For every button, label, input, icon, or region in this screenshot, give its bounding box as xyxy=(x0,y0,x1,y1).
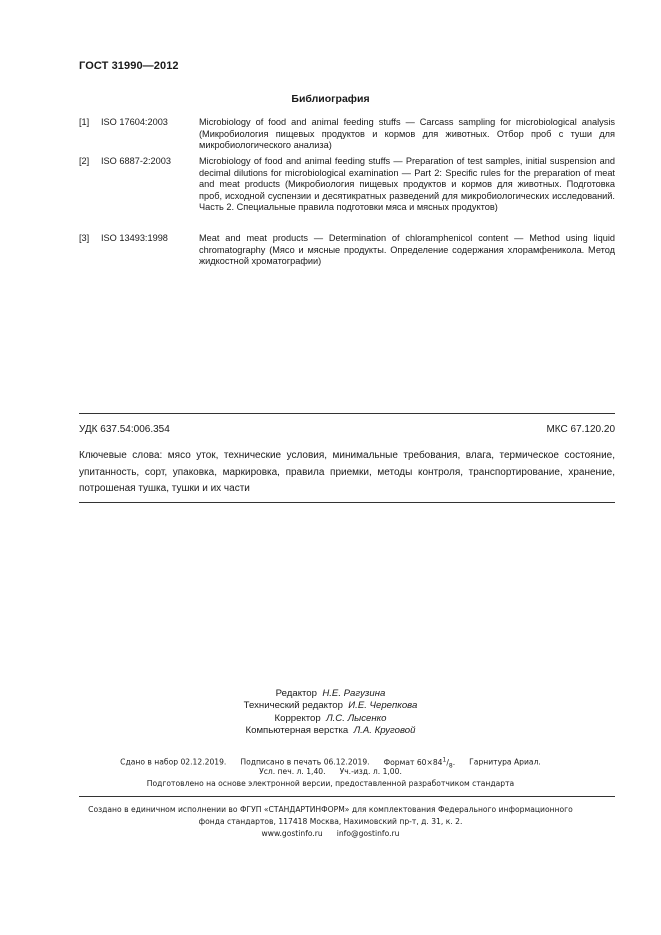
imprint-created-2: фонда стандартов, 117418 Москва, Нахимовский пр-т, д. 31, к. 2. xyxy=(198,817,463,826)
entry-number: [2] xyxy=(79,156,90,166)
imprint-sheets-line xyxy=(0,766,661,777)
bibliography-entry-3 xyxy=(79,233,615,268)
imprint-prepared: Подготовлено на основе электронной версии, предоставленной разработчиком стандарта xyxy=(146,779,515,788)
staff-role: Технический редактор xyxy=(243,700,343,712)
format-suffix: . xyxy=(452,757,456,767)
imprint-created-1: Создано в единичном исполнении во ФГУП «СТАНДАРТИНФОРМ» для комплектования Федерального информационного xyxy=(88,805,573,814)
udc-code: УДК 637.54:006.354 xyxy=(79,424,170,435)
bibliography-entry-2 xyxy=(79,156,615,214)
staff-name: Л.А. Круговой xyxy=(353,725,416,737)
staff-editor xyxy=(0,688,661,700)
format-sup: 1 xyxy=(442,756,447,763)
staff-name: Н.Е. Рагузина xyxy=(322,688,386,699)
bibliography-entry-1 xyxy=(79,117,615,152)
staff-name: И.Е. Черепкова xyxy=(348,700,418,712)
format-prefix: Формат 60×84 xyxy=(383,757,443,767)
entry-code: ISO 13493:1998 xyxy=(101,233,168,243)
staff-layout xyxy=(0,725,661,737)
entry-text: Microbiology of food and animal feeding stuffs — Preparation of test samples, initial suspension and decimal dilutions for microbiological examination — Part 2: Specific rules for the preparation of meat and meat products (Микробиология пищевых продуктов и кормов для животных. Подготовка проб, исходной суспензии и десятикратных разведений для микробиологических исследований. Часть 2. Специальные правила подготовки мяса и мясных продуктов) xyxy=(199,156,615,213)
website-link[interactable]: www.gostinfo.ru xyxy=(261,829,323,838)
staff-corrector xyxy=(0,713,661,725)
imprint-contacts xyxy=(0,828,661,839)
staff-list xyxy=(0,688,661,738)
staff-role: Корректор xyxy=(274,712,321,724)
standard-header: ГОСТ 31990—2012 xyxy=(79,60,179,72)
entry-code: ISO 6887-2:2003 xyxy=(101,156,171,166)
format-sub: 8 xyxy=(448,762,453,770)
divider-bottom xyxy=(79,502,615,503)
bibliography-title: Библиография xyxy=(291,93,370,105)
staff-name: Л.С. Лысенко xyxy=(326,712,387,724)
staff-role: Компьютерная верстка xyxy=(245,725,349,737)
staff-tech-editor xyxy=(0,700,661,712)
imprint-typeface: Гарнитура Ариал. xyxy=(469,757,541,767)
imprint-format: Формат $60\times 84^1/_8$. xyxy=(383,756,456,770)
entry-text: Meat and meat products — Determination of chloramphenicol content — Method using liquid chromatography (Мясо и мясные продукты. Определение содержания хлорамфеникола. Метод жидкостной хроматографии) xyxy=(199,233,615,267)
imprint-signed: Подписано в печать 06.12.2019. xyxy=(240,757,370,767)
imprint-publ-sheets: Уч.-изд. л. 1,00. xyxy=(339,767,402,776)
email-link[interactable]: info@gostinfo.ru xyxy=(336,829,400,838)
entry-code: ISO 17604:2003 xyxy=(101,117,168,127)
keywords: Ключевые слова: мясо уток, технические условия, минимальные требования, влага, термическое состояние, упитанность, сорт, упаковка, маркировка, правила приемки, методы контроля, транспортирование, хранение, потрошеная тушка, тушки и их части xyxy=(79,450,615,494)
divider-top xyxy=(79,413,615,414)
imprint-sent: Сдано в набор 02.12.2019. xyxy=(120,757,227,767)
mks-code: МКС 67.120.20 xyxy=(546,424,615,435)
entry-number: [3] xyxy=(79,233,90,243)
imprint-print-sheets: Усл. печ. л. 1,40. xyxy=(259,767,326,776)
divider-imprint xyxy=(79,796,615,797)
entry-number: [1] xyxy=(79,117,90,127)
entry-text: Microbiology of food and animal feeding stuffs — Carcass sampling for microbiological analysis (Микробиология пищевых продуктов и кормов для животных. Отбор проб с туши для микробиологического анализа) xyxy=(199,117,615,151)
staff-role: Редактор xyxy=(275,688,317,699)
